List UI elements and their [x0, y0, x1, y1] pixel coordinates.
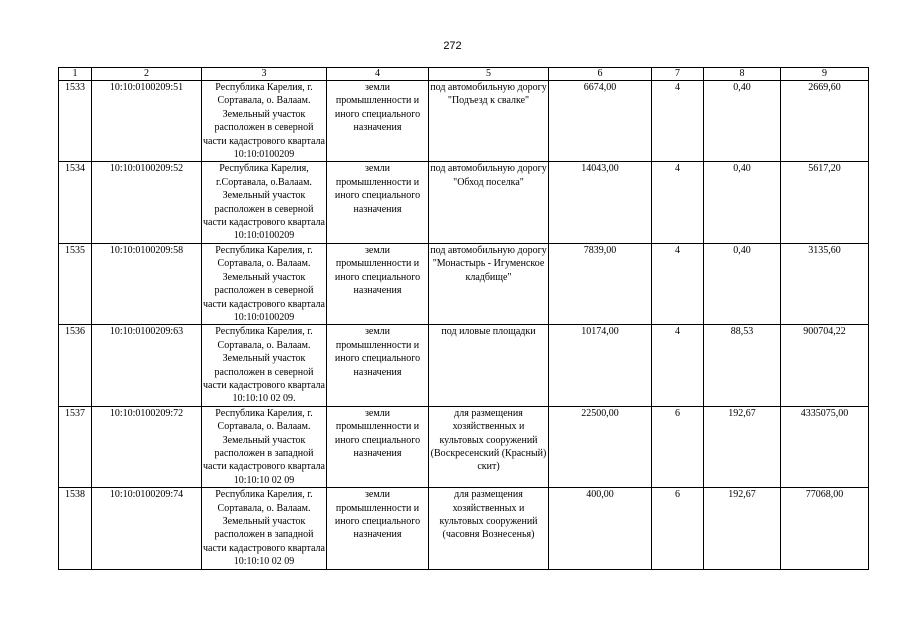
location: Республика Карелия, г. Сортавала, о. Валаам. Земельный участок расположен в северной части кадастрового квартала 10:10:0100209	[203, 82, 325, 161]
location: Республика Карелия, г.Сортавала, о.Валаам. Земельный участок расположен в северной части кадастрового квартала 10:10:0100209	[203, 163, 325, 242]
cadastral-number: 10:10:0100209:52	[92, 162, 202, 243]
location: Республика Карелия, г. Сортавала, о. Валаам. Земельный участок расположен в западной части кадастрового квартала 10:10:10 02 09	[203, 407, 325, 486]
land-category: земли промышленности и иного специального назначения	[327, 243, 429, 324]
location: Республика Карелия, г. Сортавала, о. Валаам. Земельный участок расположен в западной части кадастрового квартала 10:10:10 02 09	[203, 489, 325, 568]
land-category: земли промышленности и иного специального назначения	[327, 162, 429, 243]
rate-value: 0,40	[704, 162, 781, 243]
permitted-use: под автомобильную дорогу "Подъезд к свалке"	[429, 81, 549, 162]
land-category: земли промышленности и иного специального назначения	[327, 325, 429, 406]
land-plots-table	[58, 67, 869, 570]
permitted-use: под иловые площадки	[429, 325, 549, 406]
table-row	[59, 325, 869, 406]
area-value: 14043,00	[549, 162, 652, 243]
table-row	[59, 81, 869, 162]
area-value: 6674,00	[549, 81, 652, 162]
land-category: земли промышленности и иного специального назначения	[327, 81, 429, 162]
column-header: 2	[92, 68, 202, 81]
cadastral-number: 10:10:0100209:51	[92, 81, 202, 162]
row-number: 1536	[59, 325, 92, 406]
column-header: 1	[59, 68, 92, 81]
area-value: 7839,00	[549, 243, 652, 324]
cadastral-number: 10:10:0100209:63	[92, 325, 202, 406]
permitted-use: под автомобильную дорогу "Монастырь - Игуменское кладбище"	[429, 243, 549, 324]
column-header: 3	[202, 68, 327, 81]
table-row	[59, 243, 869, 324]
column-header: 9	[781, 68, 869, 81]
page-number: 272	[443, 40, 462, 52]
cadastral-number: 10:10:0100209:72	[92, 406, 202, 487]
group-value: 4	[652, 162, 704, 243]
rate-value: 192,67	[704, 488, 781, 569]
rate-value: 88,53	[704, 325, 781, 406]
permitted-use: под автомобильную дорогу "Обход поселка"	[429, 162, 549, 243]
column-header: 6	[549, 68, 652, 81]
area-value: 22500,00	[549, 406, 652, 487]
cadastral-number: 10:10:0100209:58	[92, 243, 202, 324]
row-number: 1538	[59, 488, 92, 569]
total-value: 3135,60	[781, 243, 869, 324]
column-header: 8	[704, 68, 781, 81]
total-value: 2669,60	[781, 81, 869, 162]
row-number: 1534	[59, 162, 92, 243]
rate-value: 0,40	[704, 81, 781, 162]
location: Республика Карелия, г. Сортавала, о. Валаам. Земельный участок расположен в северной части кадастрового квартала 10:10:10 02 09.	[203, 326, 325, 405]
permitted-use: для размещения хозяйственных и культовых сооружений (часовня Вознесенья)	[429, 488, 549, 569]
group-value: 6	[652, 488, 704, 569]
row-number: 1537	[59, 406, 92, 487]
location: Республика Карелия, г. Сортавала, о. Валаам. Земельный участок расположен в северной части кадастрового квартала 10:10:0100209	[203, 244, 325, 323]
column-header: 4	[327, 68, 429, 81]
table-row	[59, 162, 869, 243]
row-number: 1535	[59, 243, 92, 324]
column-header: 5	[429, 68, 549, 81]
land-category: земли промышленности и иного специального назначения	[327, 488, 429, 569]
row-number: 1533	[59, 81, 92, 162]
area-value: 10174,00	[549, 325, 652, 406]
column-number-row	[59, 68, 869, 81]
group-value: 4	[652, 81, 704, 162]
rate-value: 0,40	[704, 243, 781, 324]
land-category: земли промышленности и иного специального назначения	[327, 406, 429, 487]
total-value: 900704,22	[781, 325, 869, 406]
cadastral-number: 10:10:0100209:74	[92, 488, 202, 569]
area-value: 400,00	[549, 488, 652, 569]
group-value: 4	[652, 243, 704, 324]
rate-value: 192,67	[704, 406, 781, 487]
permitted-use: для размещения хозяйственных и культовых сооружений (Воскресенский (Красный) скит)	[429, 406, 549, 487]
group-value: 4	[652, 325, 704, 406]
table-row	[59, 406, 869, 487]
total-value: 4335075,00	[781, 406, 869, 487]
total-value: 5617,20	[781, 162, 869, 243]
column-header: 7	[652, 68, 704, 81]
table-row	[59, 488, 869, 569]
total-value: 77068,00	[781, 488, 869, 569]
group-value: 6	[652, 406, 704, 487]
